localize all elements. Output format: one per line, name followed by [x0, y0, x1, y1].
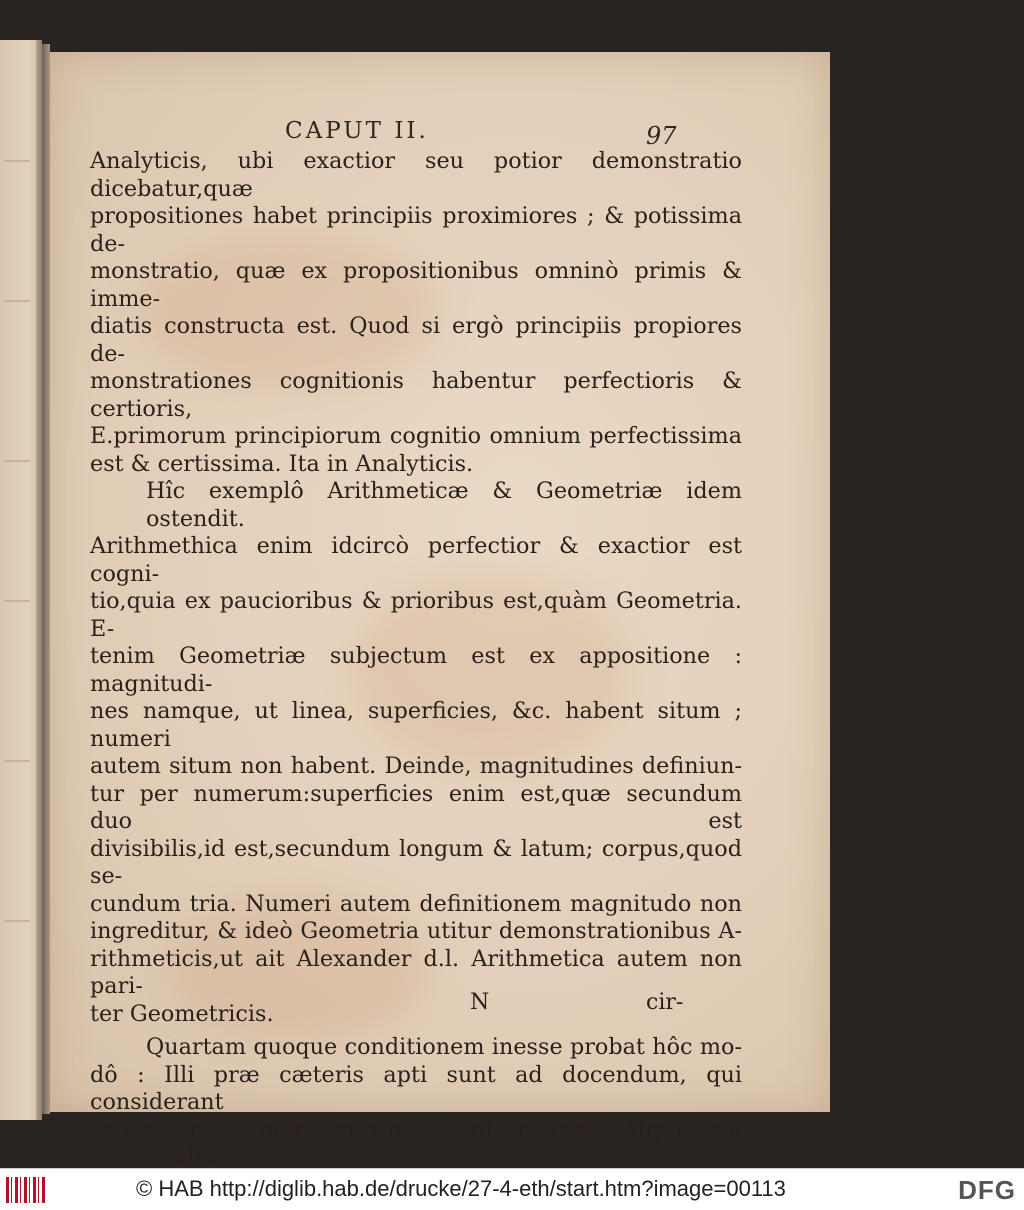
text-line: tur per numerum:superficies enim est,quæ secundum duo est: [90, 780, 742, 834]
text-line: divisibilis,id est,secundum longum & latum; corpus,quod se-: [90, 835, 742, 889]
page-number: 97: [646, 122, 677, 150]
text-line: nes namque, ut linea, superficies, &c. habent situm ; numeri: [90, 698, 742, 752]
text-line: diatis constructa est. Quod si ergò principiis propiores de-: [90, 313, 742, 367]
copyright-url[interactable]: © HAB http://diglib.hab.de/drucke/27-4-eth/start.htm?image=00113: [136, 1176, 786, 1201]
text-line: tenim Geometriæ subjectum est ex appositione : magnitudi-: [90, 643, 742, 697]
page-foot: [50, 990, 830, 1020]
text-line: dô : Illi præ cæteris apti sunt ad docendum, qui considerant: [90, 1061, 742, 1115]
text-line: rithmeticis,ut ait Alexander d.l. Arithmetica autem non pari-: [90, 945, 742, 999]
text-line: E.primorum principiorum cognitio omnium perfectissima: [90, 423, 742, 449]
previous-page-edge: [0, 40, 42, 1120]
text-line: Quartam quoque conditionem inesse probat hôc mo-: [146, 1034, 742, 1060]
running-head: CAPUT II.: [285, 118, 429, 144]
signature-mark: N: [470, 990, 490, 1015]
page-gutter: [42, 44, 50, 1114]
text-line: propositiones habet principiis proximiores ; & potissima de-: [90, 203, 742, 257]
text-line: tio,quia ex paucioribus & prioribus est,quàm Geometria. E-: [90, 588, 742, 642]
text-line: Hîc exemplô Arithmeticæ & Geometriæ idem ostendit.: [146, 478, 742, 532]
text-line: Arithmethica enim idcircò perfectior & exactior est cogni-: [90, 533, 742, 587]
text-line: monstrationes cognitionis habentur perfectioris & certioris,: [90, 368, 742, 422]
catchword: cir-: [646, 990, 684, 1015]
text-line: cundum tria. Numeri autem definitionem magnitudo non: [90, 890, 742, 917]
book-page: [50, 52, 830, 1168]
dfg-logo: DFG: [958, 1175, 1016, 1205]
text-line: est & certissima. Ita in Analyticis.: [90, 450, 474, 477]
text-line: ingreditur, & ideò Geometria utitur demonstrationibus A-: [90, 918, 742, 944]
text-line: autem situm non habent. Deinde, magnitudines definiun-: [90, 753, 742, 779]
text-line: monstratio, quæ ex propositionibus omninò primis & imme-: [90, 258, 742, 312]
text-line: causas eas, quæ maximè sunt causæ. Atqui qui universalissi-: [90, 1116, 742, 1168]
footer-bar: [0, 1168, 1024, 1210]
text-line: Analyticis, ubi exactior seu potior demonstratio dicebatur,quæ: [90, 148, 742, 202]
hab-barcode-logo-icon: [6, 1177, 46, 1203]
text-line: ter Geometricis.: [90, 1000, 274, 1027]
